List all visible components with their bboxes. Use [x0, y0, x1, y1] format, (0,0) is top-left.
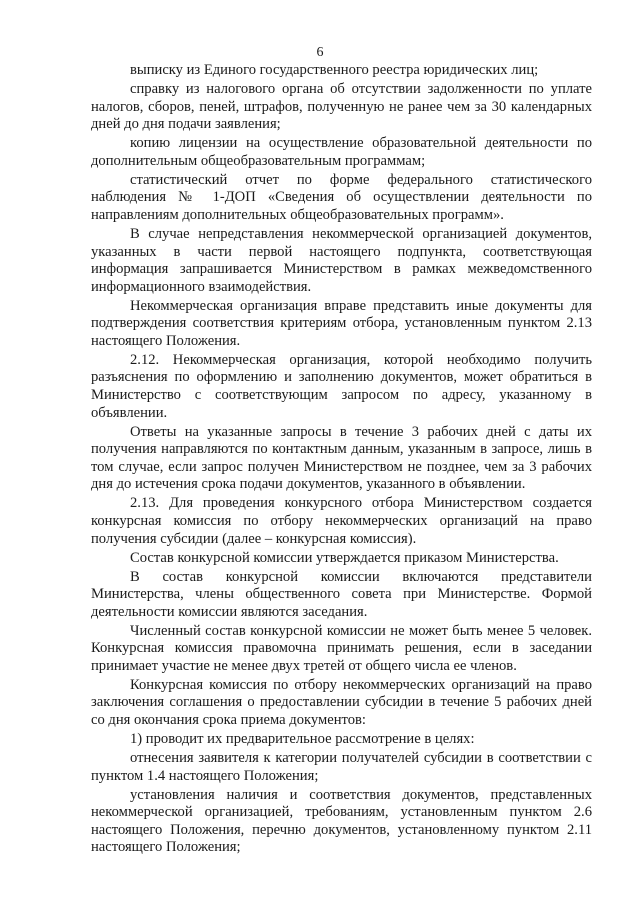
paragraph-commission-members: В состав конкурсной комиссии включаются представители Министерства, члены общественного совета при Министерстве. Формой деятельности комиссии являются заседания. — [91, 568, 592, 620]
paragraph-commission-composition: Состав конкурсной комиссии утверждается приказом Министерства. — [130, 549, 559, 566]
paragraph-commission-quorum: Численный состав конкурсной комиссии не может быть менее 5 человек. Конкурсная комиссия правомочна принимать решения, если в заседании принимает участие не менее двух третей от общего числа ее членов. — [91, 622, 592, 674]
paragraph-applicant-category: отнесения заявителя к категории получателей субсидии в соответствии с пунктом 1.4 настоящего Положения; — [91, 750, 592, 784]
paragraph-answers: Ответы на указанные запросы в течение 3 рабочих дней с даты их получения направляются по контактным данным, указанным в запросе, лишь в том случае, если запрос получен Министерством не позднее, чем за 3 рабочих дня до истечения срока подачи документов, указанного в объявлении. — [91, 423, 592, 493]
paragraph-tax-certificate: справку из налогового органа об отсутствии задолженности по уплате налогов, сборов, пеней, штрафов, полученную не ранее чем за 30 календарных дней до дня подачи заявления; — [91, 80, 592, 133]
paragraph-documents-compliance: установления наличия и соответствия документов, представленных некоммерческой организацией, требованиям, установленным пунктом 2.6 настоящего Положения, перечню документов, установленному пунктом 2.11 настоящего Положения; — [91, 786, 592, 856]
paragraph-other-documents: Некоммерческая организация вправе представить иные документы для подтверждения соответствия критериям отбора, установленным пунктом 2.13 настоящего Положения. — [91, 297, 592, 349]
paragraph-commission-duties: Конкурсная комиссия по отбору некоммерческих организаций на право заключения соглашения о предоставлении субсидии в течение 5 рабочих дней со дня окончания срока приема документов: — [91, 676, 592, 729]
document-body — [91, 62, 592, 858]
paragraph-2-13: 2.13. Для проведения конкурсного отбора Министерством создается конкурсная комиссия по отбору некоммерческих организаций на право получения субсидии (далее – конкурсная комиссия). — [91, 495, 592, 547]
page-number: 6 — [316, 45, 324, 60]
paragraph-preliminary-review: 1) проводит их предварительное рассмотрение в целях: — [130, 731, 475, 748]
paragraph-2-12: 2.12. Некоммерческая организация, которой необходимо получить разъяснения по оформлению и заполнению документов, может обратиться в Министерство с соответствующим запросом по адресу, указанному в объявлении. — [91, 351, 592, 421]
paragraph-statistical-report: статистический отчет по форме федерального статистического наблюдения № 1-ДОП «Сведения об осуществлении деятельности по направлениям дополнительных общеобразовательных программ». — [91, 171, 592, 223]
paragraph-extract-egrul: выписку из Единого государственного реестра юридических лиц; — [130, 62, 539, 78]
paragraph-interagency-request: В случае непредставления некоммерческой организацией документов, указанных в части первой настоящего подпункта, соответствующая информация запрашивается Министерством в рамках межведомственного информационного взаимодействия. — [91, 225, 592, 295]
paragraph-license-copy: копию лицензии на осуществление образовательной деятельности по дополнительным общеобразовательным программам; — [91, 135, 592, 169]
